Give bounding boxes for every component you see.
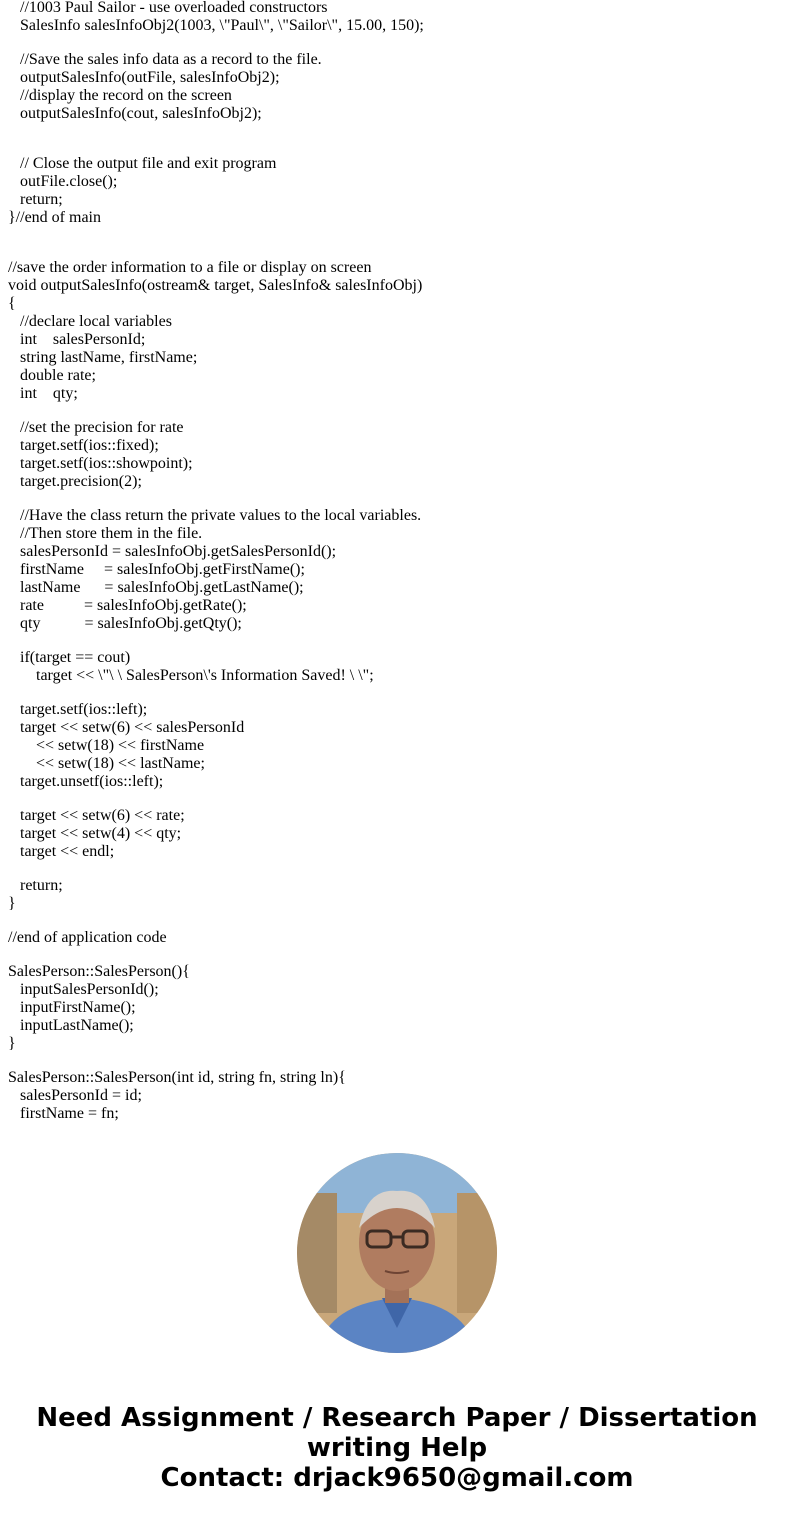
code-line: //save the order information to a file or display on screen: [8, 259, 372, 276]
code-line: salesPersonId = id;: [20, 1087, 142, 1104]
code-line: outFile.close();: [20, 173, 118, 190]
code-line: outputSalesInfo(cout, salesInfoObj2);: [20, 105, 262, 122]
code-line: {: [8, 295, 16, 312]
code-line: target << setw(4) << qty;: [20, 825, 182, 842]
code-line: [8, 491, 788, 507]
code-line: //Save the sales info data as a record to the file.: [20, 51, 322, 68]
code-line: [8, 139, 788, 155]
code-line: salesPersonId = salesInfoObj.getSalesPersonId();: [20, 543, 337, 560]
code-line: << setw(18) << lastName;: [36, 755, 205, 772]
code-line: target.precision(2);: [20, 473, 142, 490]
code-line: target << \"\ \ SalesPerson\'s Information Saved! \ \";: [36, 667, 374, 684]
code-line: inputSalesPersonId();: [20, 981, 159, 998]
code-line: // Close the output file and exit program: [20, 155, 277, 172]
code-line: inputFirstName();: [20, 999, 136, 1016]
code-line: //set the precision for rate: [20, 419, 184, 436]
code-line: //end of application code: [8, 929, 167, 946]
code-line: target << setw(6) << rate;: [20, 807, 185, 824]
code-line: target.setf(ios::fixed);: [20, 437, 159, 454]
code-line: [8, 243, 788, 259]
code-line: SalesInfo salesInfoObj2(1003, \"Paul\", \"Sailor\", 15.00, 150);: [20, 17, 424, 34]
code-line: firstName = salesInfoObj.getFirstName();: [20, 561, 305, 578]
code-line: rate = salesInfoObj.getRate();: [20, 597, 247, 614]
code-line: target.unsetf(ios::left);: [20, 773, 164, 790]
promo-banner: [0, 1403, 794, 1493]
code-line: //display the record on the screen: [20, 87, 232, 104]
code-line: string lastName, firstName;: [20, 349, 198, 366]
promo-subheadline: writing Help: [306, 1433, 488, 1463]
person-photo-icon: [297, 1153, 497, 1353]
code-line: //Have the class return the private values to the local variables.: [20, 507, 422, 524]
code-line: //declare local variables: [20, 313, 172, 330]
code-line: target << setw(6) << salesPersonId: [20, 719, 245, 736]
code-line: << setw(18) << firstName: [36, 737, 205, 754]
code-line: }: [8, 1035, 16, 1052]
code-line: return;: [20, 191, 63, 208]
code-line: void outputSalesInfo(ostream& target, SalesInfo& salesInfoObj): [8, 277, 423, 294]
code-line: SalesPerson::SalesPerson(int id, string fn, string ln){: [8, 1069, 346, 1086]
code-line: double rate;: [20, 367, 96, 384]
code-line: target << endl;: [20, 843, 115, 860]
code-line: if(target == cout): [20, 649, 131, 666]
code-line: SalesPerson::SalesPerson(){: [8, 963, 190, 980]
code-line: [8, 791, 788, 807]
code-line: [8, 913, 788, 929]
code-line: }: [8, 895, 16, 912]
promo-headline: Need Assignment / Research Paper / Dissertation: [36, 1403, 758, 1433]
code-line: [8, 403, 788, 419]
code-line: inputLastName();: [20, 1017, 134, 1034]
code-line: [8, 35, 788, 51]
code-line: firstName = fn;: [20, 1105, 119, 1122]
code-line: [8, 861, 788, 877]
code-line: [8, 633, 788, 649]
code-line: [8, 227, 788, 243]
code-line: [8, 1053, 788, 1069]
code-line: [8, 123, 788, 139]
author-avatar: [297, 1153, 497, 1353]
code-line: //1003 Paul Sailor - use overloaded constructors: [20, 0, 328, 16]
promo-contact: Contact: drjack9650@gmail.com: [160, 1463, 634, 1493]
code-line: int qty;: [20, 385, 78, 402]
code-line: }//end of main: [8, 209, 101, 226]
code-line: int salesPersonId;: [20, 331, 146, 348]
code-line: target.setf(ios::showpoint);: [20, 455, 193, 472]
code-listing: [8, 0, 788, 1124]
code-line: [8, 947, 788, 963]
code-line: //Then store them in the file.: [20, 525, 203, 542]
code-line: return;: [20, 877, 63, 894]
code-line: lastName = salesInfoObj.getLastName();: [20, 579, 304, 596]
code-line: outputSalesInfo(outFile, salesInfoObj2);: [20, 69, 280, 86]
code-line: qty = salesInfoObj.getQty();: [20, 615, 242, 632]
code-line: target.setf(ios::left);: [20, 701, 148, 718]
code-line: [8, 685, 788, 701]
